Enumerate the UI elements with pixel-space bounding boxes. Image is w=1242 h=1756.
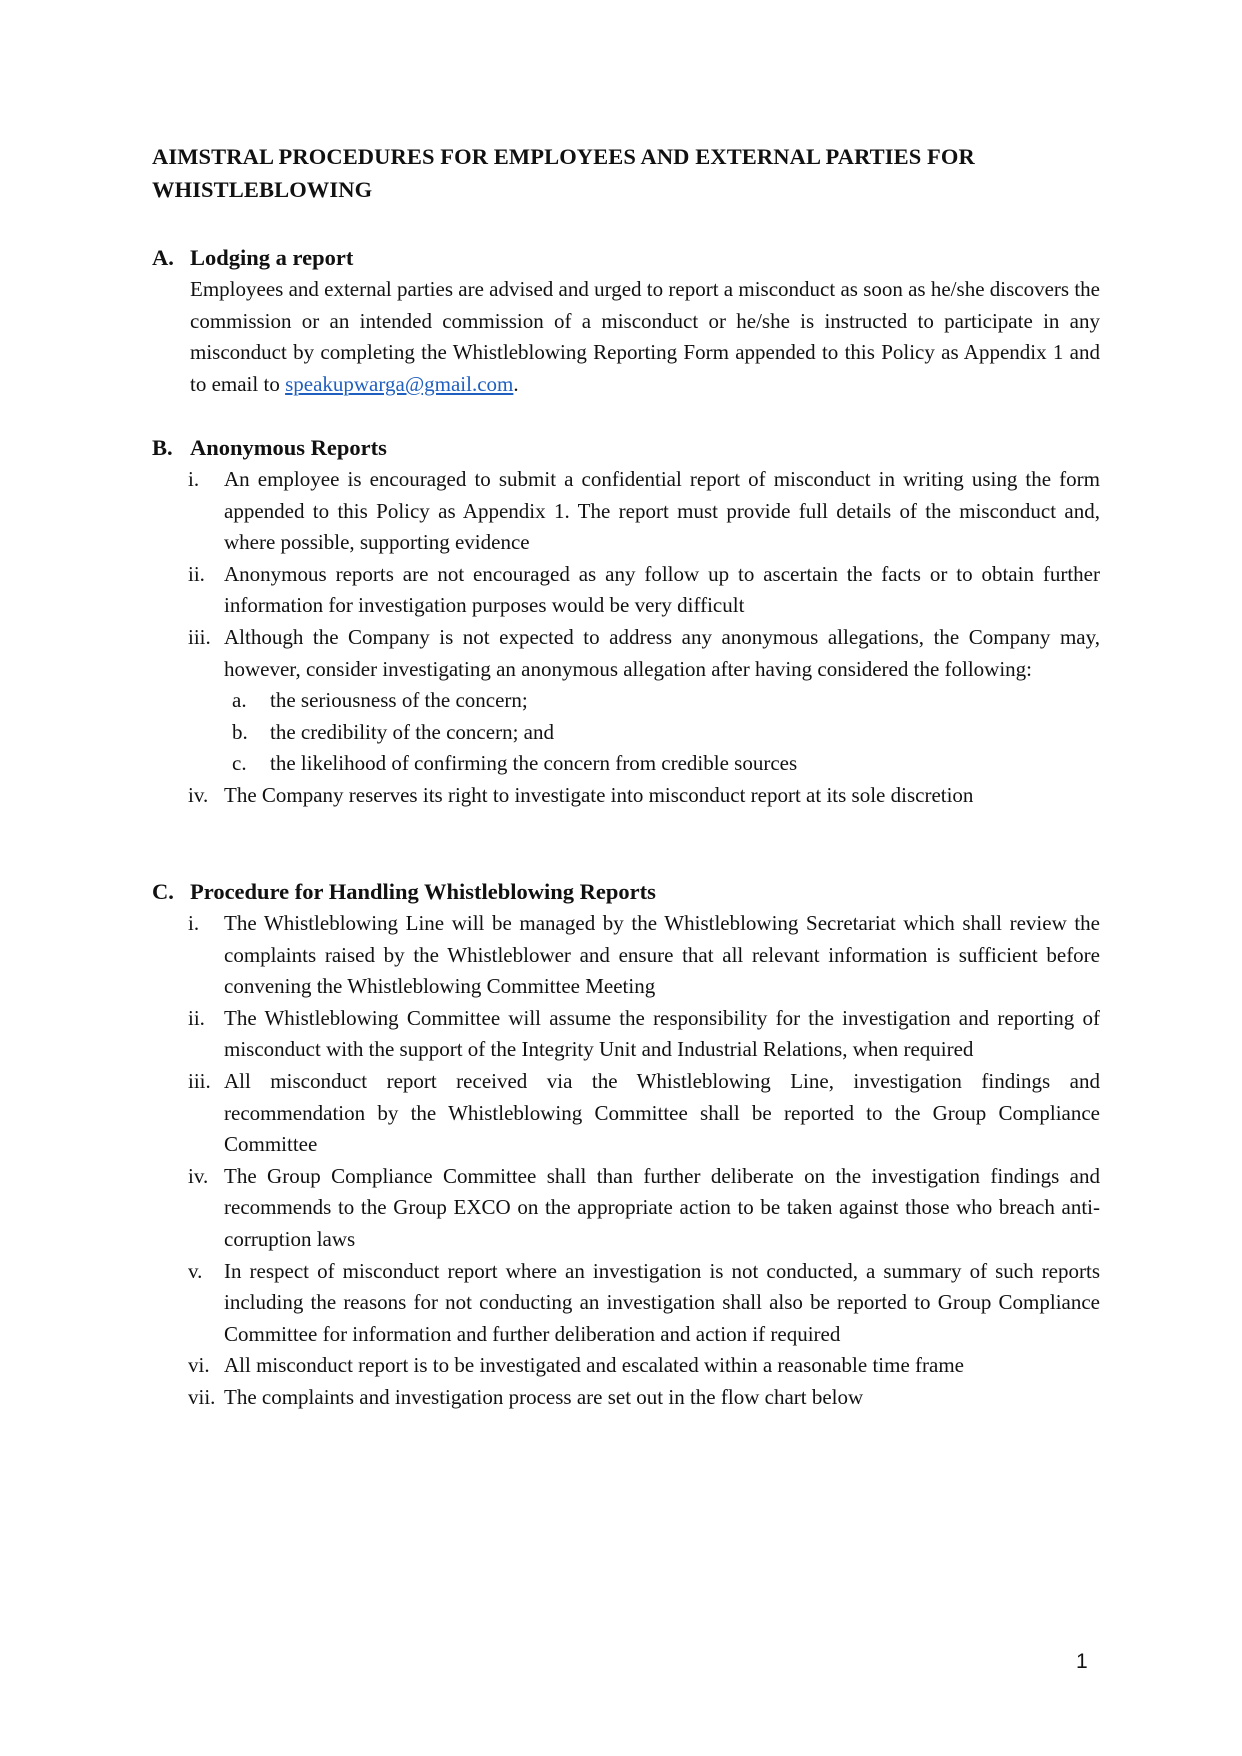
- list-number: iii.: [188, 624, 211, 649]
- section-heading: [152, 242, 1102, 274]
- lodging-report-paragraph: [190, 274, 1100, 400]
- sub-list-text: the likelihood of confirming the concern from credible sources: [270, 751, 798, 776]
- list-number: vi.: [188, 1353, 210, 1378]
- section-title: Procedure for Handling Whistleblowing Reports: [190, 879, 656, 904]
- list-item: [152, 780, 1100, 812]
- section-handling-procedure: [152, 876, 1102, 1414]
- list-text: In respect of misconduct report where an investigation is not conducted, a summary of such reports including the reasons for not conducting an investigation shall also be reported to Group Compliance Committee for information and further deliberation and action if required: [224, 1258, 1100, 1346]
- sub-list-item: [232, 748, 1100, 780]
- list-number: iv.: [188, 782, 209, 807]
- section-heading: [152, 432, 1102, 464]
- document-title: AIMSTRAL PROCEDURES FOR EMPLOYEES AND EXTERNAL PARTIES FOR WHISTLEBLOWING: [152, 144, 975, 202]
- section-anonymous-reports: [152, 432, 1102, 812]
- list-text: The Whistleblowing Committee will assume the responsibility for the investigation and reporting of misconduct with the support of the Integrity Unit and Industrial Relations, when required: [224, 1005, 1100, 1062]
- sub-list-letter: a.: [232, 688, 247, 713]
- email-link[interactable]: speakupwarga@gmail.com: [285, 371, 514, 396]
- list-text: The Whistleblowing Line will be managed by the Whistleblowing Secretariat which shall review the complaints raised by the Whistleblower and ensure that all relevant information is sufficient before convening the Whistleblowing Committee Meeting: [224, 911, 1100, 999]
- handling-procedure-list: [152, 908, 1102, 1414]
- list-text: All misconduct report is to be investigated and escalated within a reasonable time frame: [224, 1353, 965, 1378]
- list-text: The Company reserves its right to investigate into misconduct report at its sole discretion: [224, 782, 974, 807]
- sub-list-letter: b.: [232, 719, 248, 744]
- sub-list-letter: c.: [232, 751, 247, 776]
- paragraph-end: .: [513, 371, 519, 396]
- list-item: [152, 1003, 1100, 1066]
- list-number: ii.: [188, 561, 205, 586]
- sub-list-item: [232, 685, 1100, 717]
- list-item: [152, 622, 1100, 685]
- list-number: i.: [188, 467, 200, 491]
- list-text: The complaints and investigation process are set out in the flow chart below: [224, 1384, 864, 1409]
- list-text: An employee is encouraged to submit a confidential report of misconduct in writing using the form appended to this Policy as Appendix 1. The report must provide full details of the misconduct and, where possible, supporting evidence: [224, 467, 1100, 555]
- list-text: The Group Compliance Committee shall than further deliberate on the investigation findings and recommends to the Group EXCO on the appropriate action to be taken against those who breach anti-corruption laws: [224, 1163, 1100, 1251]
- section-title: Lodging a report: [190, 245, 354, 270]
- list-item: [152, 1256, 1100, 1351]
- list-number: v.: [188, 1258, 203, 1283]
- list-number: vii.: [188, 1384, 216, 1409]
- section-letter: B.: [152, 435, 173, 460]
- list-item: [152, 464, 1100, 559]
- list-item: [152, 908, 1100, 1003]
- list-item: [152, 1350, 1100, 1382]
- section-letter: A.: [152, 245, 174, 270]
- list-item: [152, 1382, 1100, 1414]
- sub-list-text: the credibility of the concern; and: [270, 719, 554, 744]
- sub-list-item: [232, 717, 1100, 749]
- list-number: iii.: [188, 1068, 211, 1093]
- list-item: [152, 559, 1100, 622]
- paragraph-text: Employees and external parties are advised and urged to report a misconduct as soon as he/she discovers the commission or an intended commission of a misconduct or he/she is instructed to participate in any misconduct by completing the Whistleblowing Reporting Form appended to this Policy as Appendix 1 and to email to: [190, 277, 1100, 396]
- list-item: [152, 1161, 1100, 1256]
- list-text: Anonymous reports are not encouraged as any follow up to ascertain the facts or to obtain further information for investigation purposes would be very difficult: [224, 561, 1100, 618]
- anonymous-reports-list: [152, 464, 1102, 812]
- list-item: [152, 1066, 1100, 1161]
- sub-list-text: the seriousness of the concern;: [270, 688, 528, 713]
- page-number: 1: [1076, 1650, 1088, 1673]
- section-letter: C.: [152, 879, 174, 904]
- list-text: All misconduct report received via the Whistleblowing Line, investigation findings and recommendation by the Whistleblowing Committee shall be reported to the Group Compliance Committee: [224, 1068, 1100, 1157]
- list-number: iv.: [188, 1163, 209, 1188]
- section-lodging-report: [152, 242, 1102, 400]
- list-number: ii.: [188, 1005, 205, 1030]
- list-number: i.: [188, 911, 200, 935]
- section-title: Anonymous Reports: [190, 435, 387, 460]
- list-text: Although the Company is not expected to address any anonymous allegations, the Company may, however, consider investigating an anonymous allegation after having considered the following:: [224, 624, 1100, 681]
- section-heading: [152, 876, 1102, 908]
